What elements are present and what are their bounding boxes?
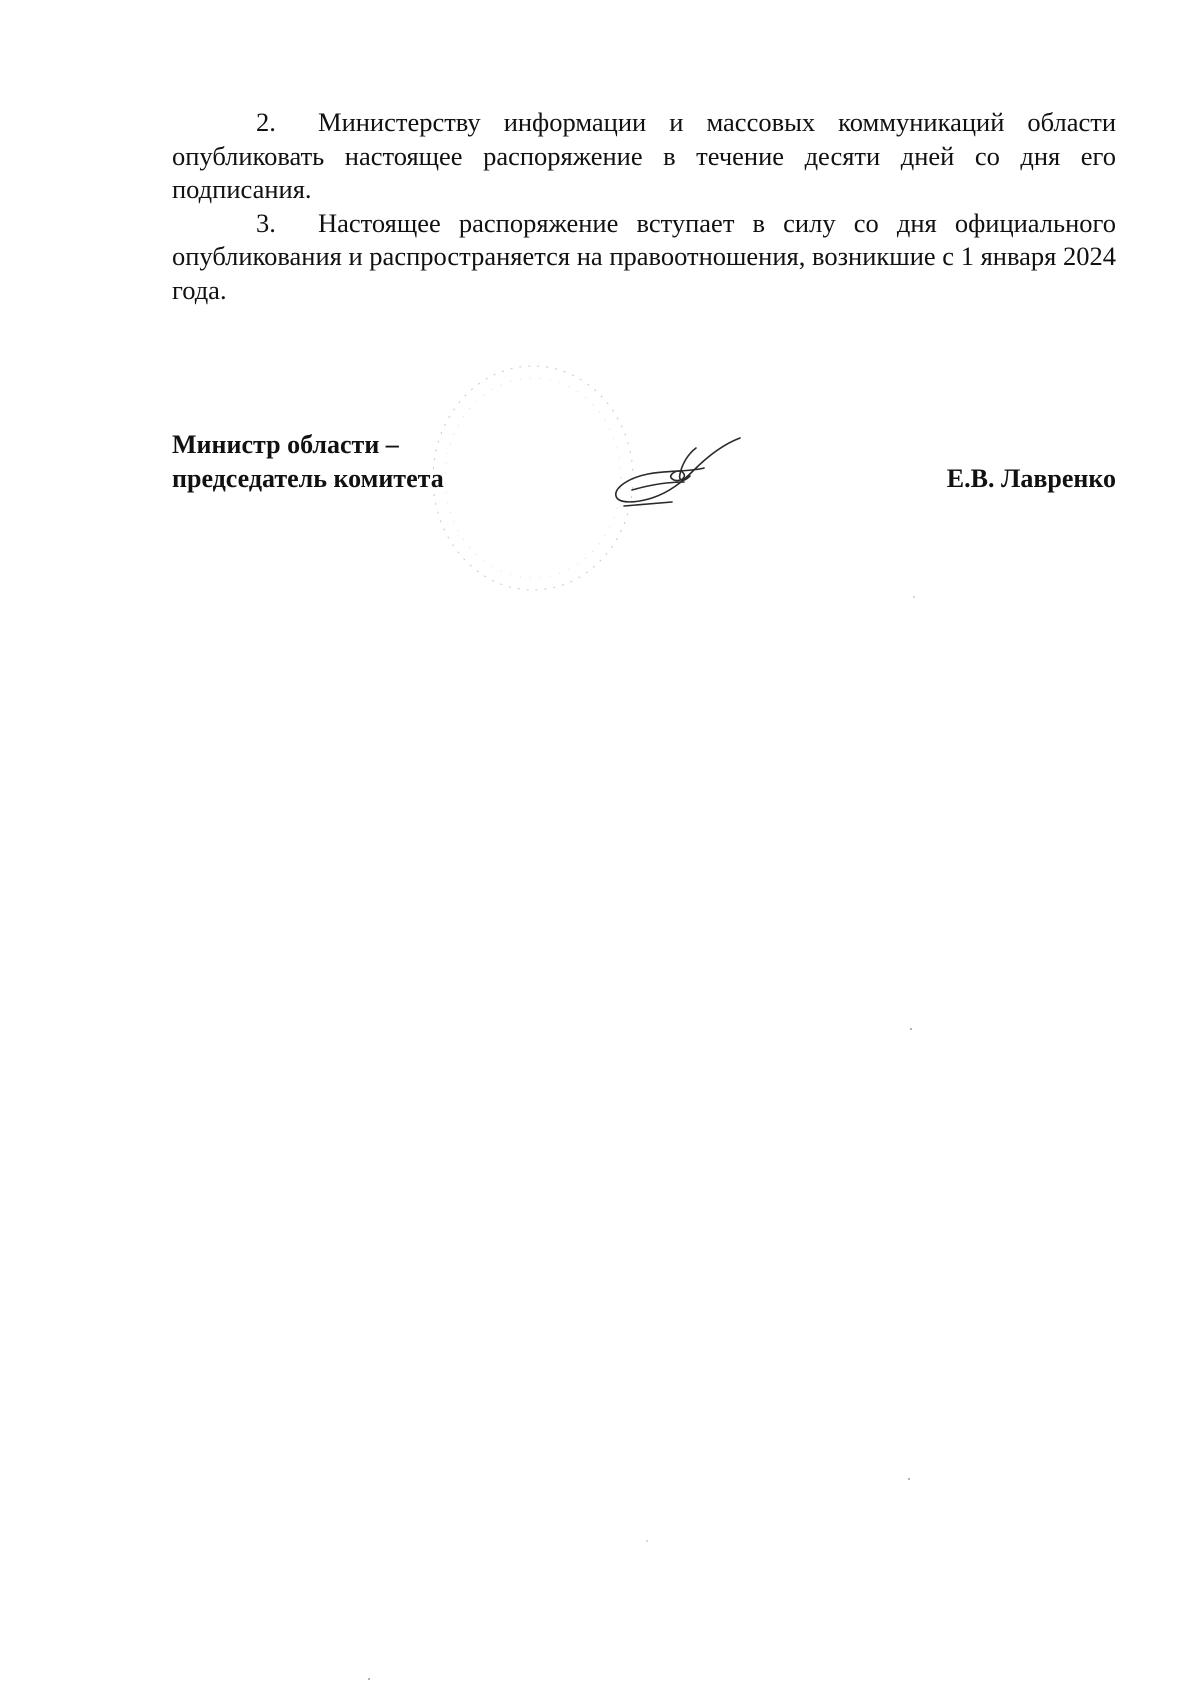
scan-speck bbox=[646, 1540, 648, 1542]
position-line-2: председатель комитета bbox=[172, 464, 444, 493]
paragraph-text: Настоящее распоряжение вступает в силу со дня официального опубликования и распространяется на правоотношения, возникшие с 1 января 2024 года. bbox=[172, 207, 1116, 305]
paragraph-3 bbox=[172, 207, 1116, 308]
document-body bbox=[172, 106, 1116, 307]
signer-name: Е.В. Лавренко bbox=[946, 464, 1116, 493]
paragraph-number: 2. bbox=[256, 107, 276, 137]
signer-position bbox=[172, 428, 444, 496]
handwritten-signature bbox=[612, 430, 742, 510]
scan-speck bbox=[368, 1678, 370, 1680]
paragraph-2 bbox=[172, 106, 1116, 207]
paragraph-text: Министерству информации и массовых коммуникаций области опубликовать настоящее распоряжение в течение десяти дней со дня его подписания. bbox=[172, 107, 1116, 204]
position-line-1: Министр области – bbox=[172, 430, 399, 459]
scan-speck bbox=[913, 596, 915, 598]
scan-speck bbox=[908, 1478, 910, 1480]
scan-speck bbox=[910, 1028, 912, 1030]
paragraph-number: 3. bbox=[256, 207, 276, 238]
